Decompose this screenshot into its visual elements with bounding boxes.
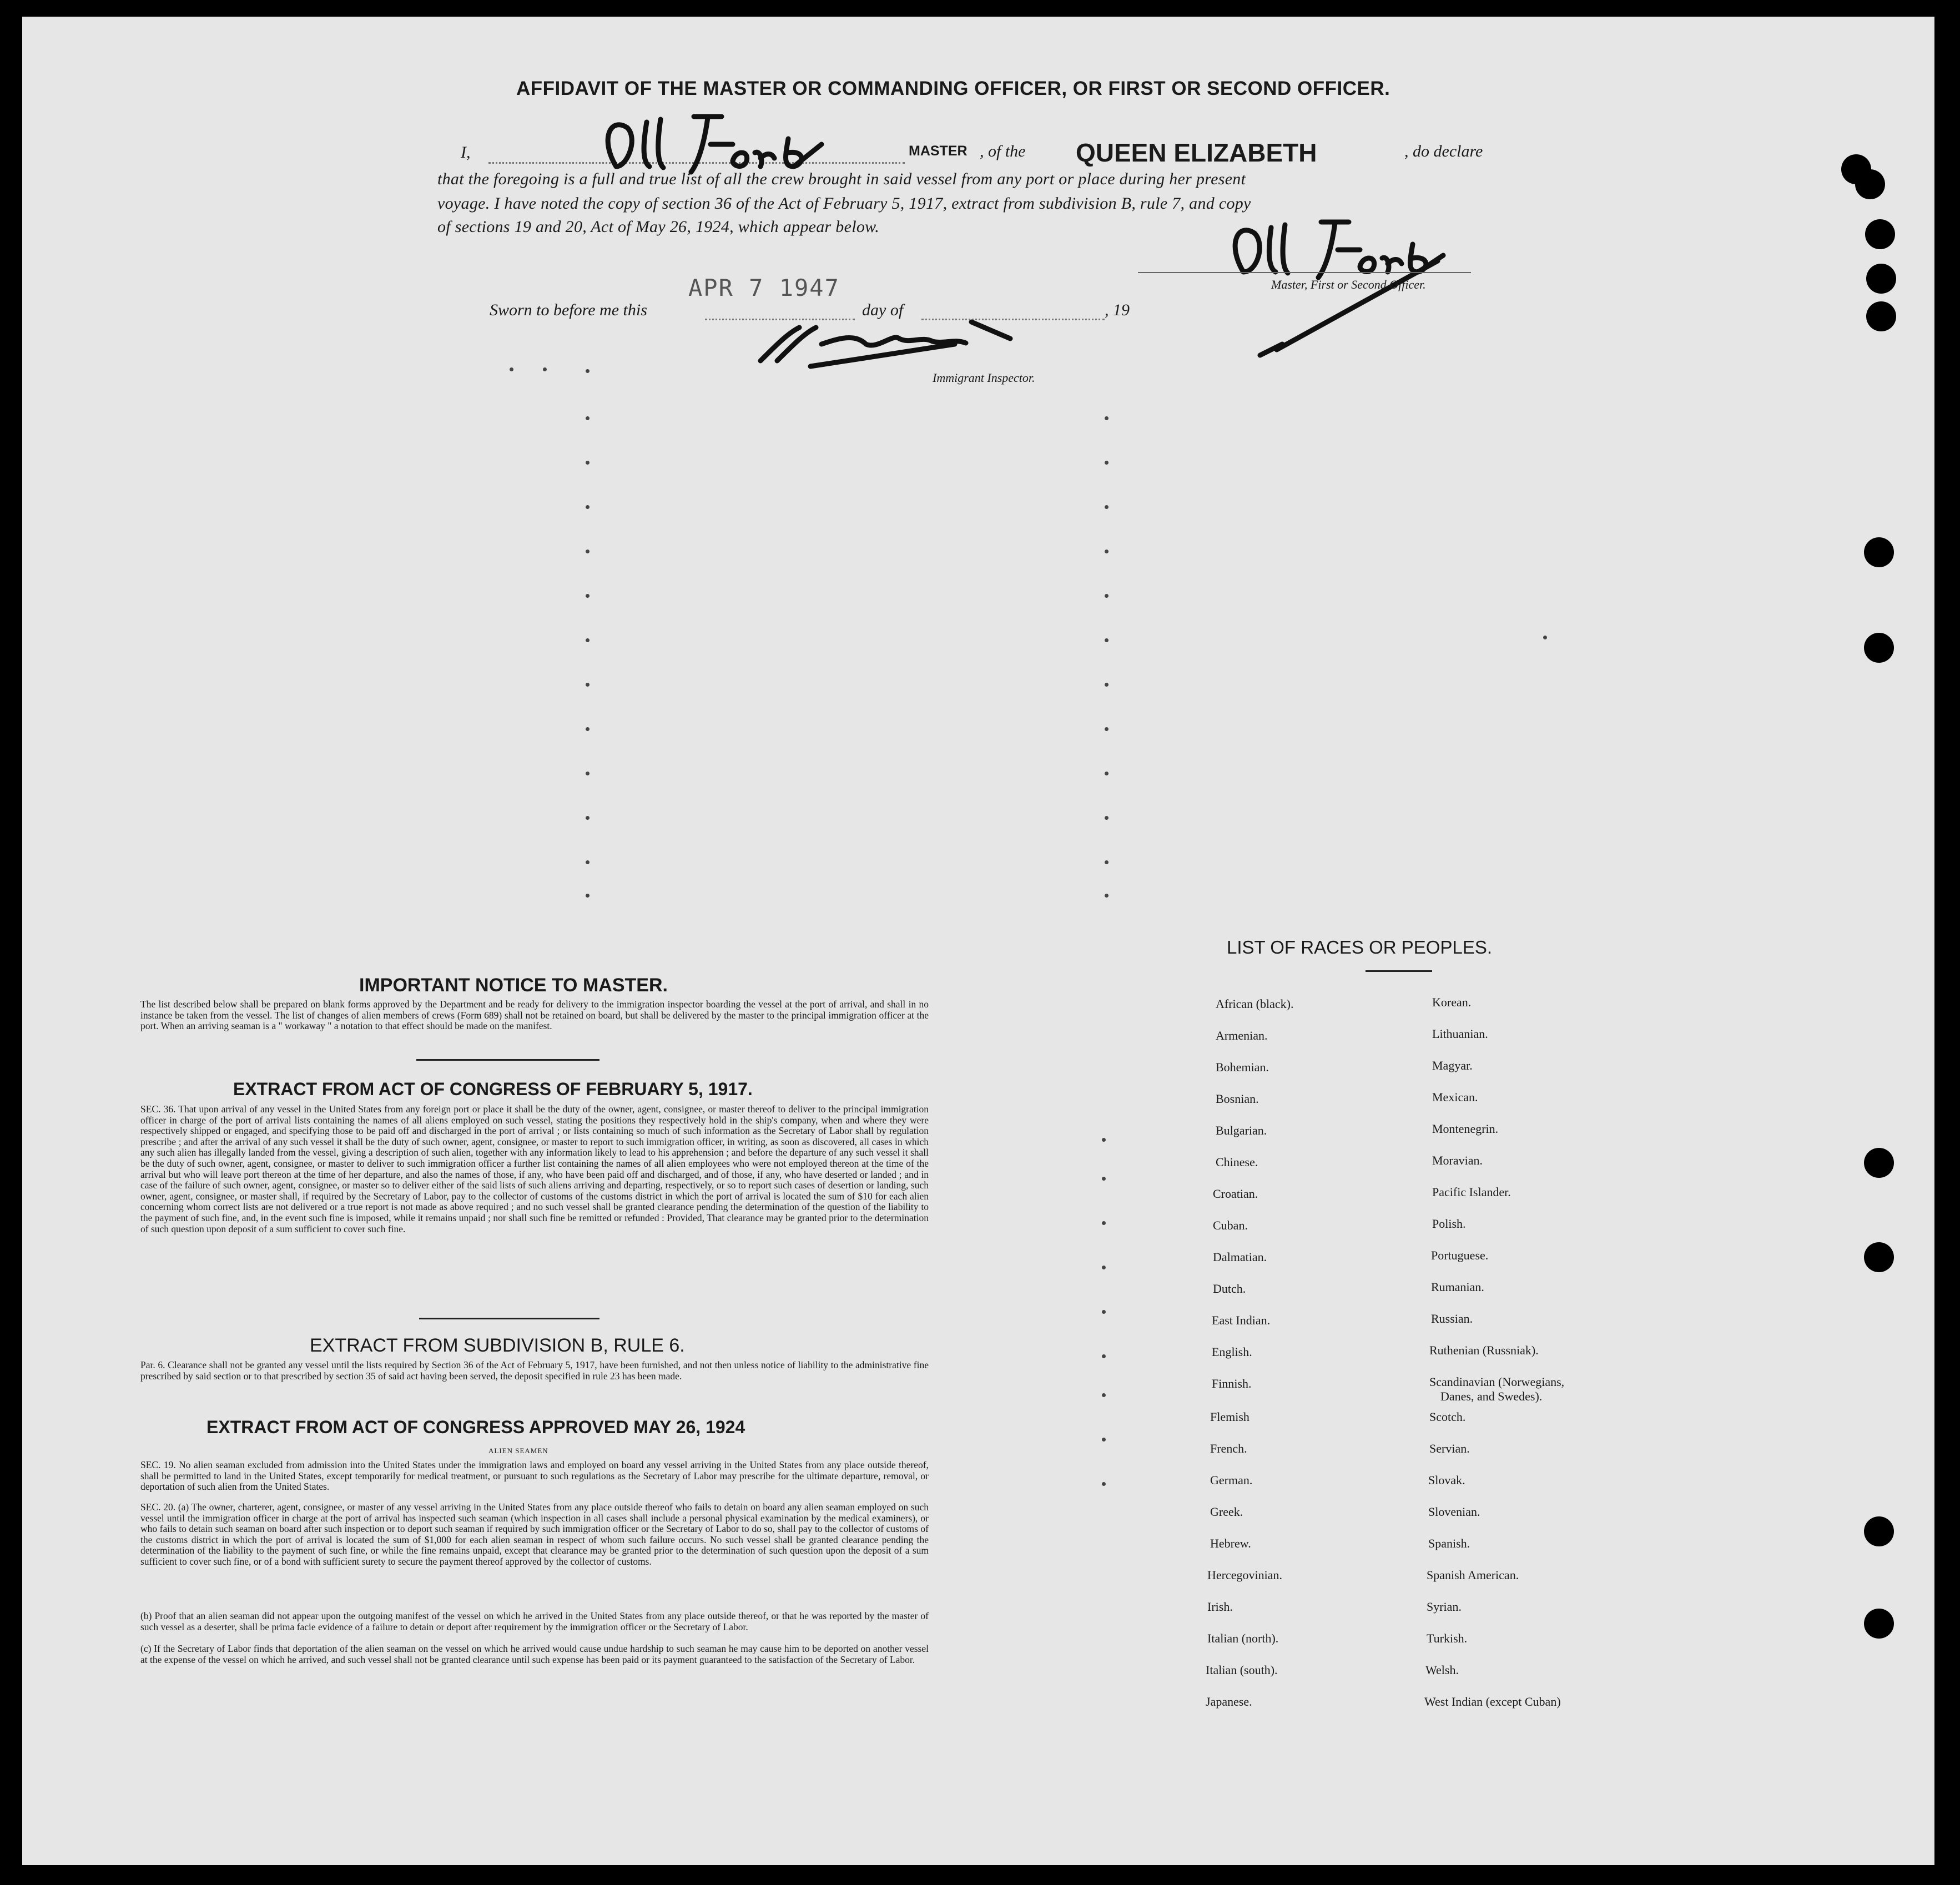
punch-hole bbox=[1855, 169, 1885, 199]
subdivision-b-text: Par. 6. Clearance shall not be granted any vessel until the lists required by Section 36 of the Act of February 5, 1917, have been furnished, and not then unless notice of liability to the administrative fine prescribed by said section or to that prescribed by section 35 of said act having been served, the deposit specified in rule 23 has been made. bbox=[140, 1359, 929, 1382]
race-item: Dalmatian. bbox=[1213, 1250, 1267, 1264]
bleed-dot bbox=[586, 772, 589, 775]
punch-hole bbox=[1864, 1148, 1894, 1178]
master-signature-line bbox=[1138, 272, 1471, 273]
race-item: Flemish bbox=[1210, 1410, 1249, 1424]
inspector-signature bbox=[755, 311, 1016, 372]
bleed-dot bbox=[1105, 461, 1109, 465]
bleed-dot bbox=[586, 550, 589, 553]
affidavit-line-4: of sections 19 and 20, Act of May 26, 1924, which appear below. bbox=[437, 218, 880, 236]
affidavit-line-2: that the foregoing is a full and true list of all the crew brought in said vessel from any port or place during her present bbox=[437, 170, 1246, 188]
race-item: Italian (south). bbox=[1206, 1663, 1278, 1677]
race-item: Slovak. bbox=[1428, 1473, 1465, 1487]
punch-hole bbox=[1864, 1242, 1894, 1272]
extract-1924-sec20b: (b) Proof that an alien seaman did not appear upon the outgoing manifest of the vessel on which he arrived in the United States from any place outside thereof, or that he was reported by the master of such vessel as a deserter, shall be prima facie evidence of a failure to detain or deport after requirement by the immigration officer or the Secretary of Labor. bbox=[140, 1610, 929, 1632]
bleed-dot bbox=[1105, 594, 1109, 598]
bleed-dot bbox=[1105, 505, 1109, 509]
extract-1924-subtitle: ALIEN SEAMEN bbox=[488, 1446, 548, 1455]
master-label: MASTER bbox=[909, 143, 968, 159]
race-item: Cuban. bbox=[1213, 1218, 1248, 1232]
race-item: Syrian. bbox=[1427, 1600, 1462, 1614]
race-item: Welsh. bbox=[1425, 1663, 1459, 1677]
bleed-dot bbox=[510, 367, 513, 371]
notice-title: IMPORTANT NOTICE TO MASTER. bbox=[359, 975, 668, 996]
master-signature-caption: Master, First or Second Officer. bbox=[1271, 278, 1426, 291]
affidavit-title: AFFIDAVIT OF THE MASTER OR COMMANDING OFFICER, OR FIRST OR SECOND OFFICER. bbox=[516, 78, 1390, 99]
bleed-dot bbox=[1102, 1138, 1106, 1142]
race-item: Pacific Islander. bbox=[1432, 1185, 1511, 1199]
of-the-label: , of the bbox=[980, 142, 1026, 160]
bleed-dot bbox=[1105, 772, 1109, 775]
subdivision-b-title: EXTRACT FROM SUBDIVISION B, RULE 6. bbox=[310, 1335, 685, 1356]
bleed-dot bbox=[1102, 1177, 1106, 1181]
race-item: Japanese. bbox=[1206, 1695, 1252, 1708]
race-item: Hercegovinian. bbox=[1207, 1568, 1282, 1582]
race-item: Scotch. bbox=[1429, 1410, 1466, 1424]
divider bbox=[416, 1059, 599, 1061]
year-prefix: , 19 bbox=[1105, 301, 1130, 319]
race-item: Moravian. bbox=[1432, 1153, 1483, 1167]
race-item: Servian. bbox=[1429, 1442, 1470, 1455]
punch-hole bbox=[1864, 1609, 1894, 1639]
extract-1924-sec20a: SEC. 20. (a) The owner, charterer, agent, consignee, or master of any vessel arriving in the United States from any place outside thereof who fails to detain on board any alien seaman employed on such vessel until the immigration officer in charge at the port of arrival has inspected such seaman (which inspection in all cases shall include a personal physical examination by the medical examiners), or who fails to detain such seaman on board after such inspection or to deport such seaman if required by such immigration officer or the Secretary of Labor to do so, shall pay to the collector of customs of the customs district in which the port of arrival is located the sum of $1,000 for each alien seaman in respect of whom such failure occurs. No such vessel shall be granted clearance pending the determination of the liability to the payment of such fine, or while the fine remains unpaid, except that clearance may be granted prior to the determination of such question upon the deposit of a sum sufficient to cover such fine, or of a bond with sufficient surety to secure the payment thereof approved by the collector of customs. bbox=[140, 1501, 929, 1567]
bleed-dot bbox=[1102, 1310, 1106, 1314]
race-item: Finnish. bbox=[1212, 1377, 1252, 1390]
race-item: Hebrew. bbox=[1210, 1536, 1251, 1550]
race-item: Armenian. bbox=[1216, 1029, 1268, 1042]
bleed-dot bbox=[1102, 1221, 1106, 1225]
document-page bbox=[22, 17, 1934, 1865]
bleed-dot bbox=[1102, 1438, 1106, 1442]
bleed-dot bbox=[1105, 860, 1109, 864]
race-item: Montenegrin. bbox=[1432, 1122, 1499, 1136]
bleed-dot bbox=[586, 638, 589, 642]
bleed-dot bbox=[586, 505, 589, 509]
extract-1917-text: SEC. 36. That upon arrival of any vessel in the United States from any foreign port or place it shall be the duty of the owner, agent, consignee, or master thereof to deliver to the principal immigration officer in charge of the port of arrival lists containing the names of all aliens employed on such vessel, stating the positions they respectively hold in the ship's company, when and where they were respectively shipped or engaged, and specifying those to be paid off and discharged in the port of arrival ; or lists containing so much of such information as the Secretary of Labor shall by regulation prescribe ; and after the arrival of any such vessel it shall be the duty of such owner, agent, consignee, or master to report to such immigration officer, in writing, as soon as discovered, all cases in which any such alien has illegally landed from the vessel, giving a description of such alien, together with any information likely to lead to his apprehension ; and before the departure of any such vessel it shall be the duty of such owner, agent, consignee, or master to deliver to such immigration officer a further list containing the names of all alien employees who were not employed thereon at the time of the arrival but who will leave port thereon at the time of her departure, and also the names of those, if any, who have been paid off and discharged, and of those, if any, who have deserted or landed ; and in case of the failure of such owner, agent, consignee, or master so to deliver either of the said lists of such aliens arriving and departing, respectively, or so to report such cases of desertion or landing, such owner, agent, consignee, or master shall, if required by the Secretary of Labor, pay to the collector of customs of the customs district in which the port of arrival is located the sum of $10 for each alien concerning whom correct lists are not delivered or a true report is not made as above required ; and no such vessel shall be granted clearance pending the determination of the question of the liability to the payment of such fine, and, in the event such fine is imposed, while it remains unpaid ; nor shall such fine be remitted or refunded : Provided, That clearance may be granted prior to the determination of such question upon deposit of a sum sufficient to cover such fine. bbox=[140, 1103, 929, 1234]
race-item: Polish. bbox=[1432, 1217, 1466, 1231]
affidavit-i-label: I, bbox=[461, 143, 471, 162]
extract-1917-title: EXTRACT FROM ACT OF CONGRESS OF FEBRUARY 5, 1917. bbox=[233, 1079, 753, 1099]
race-item: Chinese. bbox=[1216, 1155, 1258, 1169]
extract-1924-sec19: SEC. 19. No alien seaman excluded from admission into the United States under the immigration laws and employed on board any vessel arriving in the United States from any place outside thereof, shall be permitted to land in the United States, except temporarily for medical treatment, or pursuant to such regulations as the Secretary of Labor may prescribe for the ultimate departure, removal, or deportation of such alien from the United States. bbox=[140, 1459, 929, 1493]
bleed-dot bbox=[1105, 550, 1109, 553]
race-item: Slovenian. bbox=[1428, 1505, 1480, 1519]
punch-hole bbox=[1866, 264, 1896, 294]
race-item: Russian. bbox=[1431, 1312, 1473, 1325]
race-item: English. bbox=[1212, 1345, 1252, 1359]
races-title-underline bbox=[1366, 970, 1432, 972]
bleed-dot bbox=[1105, 638, 1109, 642]
bleed-dot bbox=[543, 367, 547, 371]
race-item: Mexican. bbox=[1432, 1090, 1478, 1104]
race-item: African (black). bbox=[1216, 997, 1294, 1011]
bleed-dot bbox=[586, 594, 589, 598]
bleed-dot bbox=[586, 416, 589, 420]
extract-1924-sec20c: (c) If the Secretary of Labor finds that deportation of the alien seaman on the vessel on which he arrived would cause undue hardship to such seaman he may cause him to be deported on another vessel at the expense of the vessel on which he arrived, and such vessel shall not be granted clearance until such expense has been paid or its payment guaranteed to the satisfaction of the Secretary of Labor. bbox=[140, 1643, 929, 1665]
punch-hole bbox=[1864, 537, 1894, 567]
sworn-label: Sworn to before me this bbox=[490, 301, 647, 319]
bleed-dot bbox=[1102, 1393, 1106, 1397]
race-item: Turkish. bbox=[1427, 1631, 1468, 1645]
bleed-dot bbox=[586, 816, 589, 820]
race-item: Magyar. bbox=[1432, 1059, 1473, 1072]
race-item: Bulgarian. bbox=[1216, 1123, 1267, 1137]
bleed-dot bbox=[1102, 1266, 1106, 1269]
race-item: Danes, and Swedes). bbox=[1440, 1389, 1543, 1403]
notice-text: The list described below shall be prepared on blank forms approved by the Department and be ready for delivery to the immigration inspector boarding the vessel at the port of arrival, and shall in no instance be taken from the vessel. The list of changes of alien members of crews (Form 689) shall not be retained on board, but shall be delivered by the master to the principal immigration officer at the port. When an arriving seaman is a " workaway " a notation to that effect should be made on the manifest. bbox=[140, 999, 929, 1032]
race-item: Irish. bbox=[1207, 1600, 1233, 1614]
bleed-dot bbox=[586, 860, 589, 864]
inspector-caption: Immigrant Inspector. bbox=[933, 371, 1035, 385]
race-item: Spanish. bbox=[1428, 1536, 1470, 1550]
race-item: French. bbox=[1210, 1442, 1247, 1455]
race-item: Ruthenian (Russniak). bbox=[1429, 1343, 1539, 1357]
do-declare-label: , do declare bbox=[1404, 142, 1483, 160]
bleed-dot bbox=[586, 894, 589, 898]
race-item: Lithuanian. bbox=[1432, 1027, 1488, 1041]
bleed-dot bbox=[1105, 894, 1109, 898]
race-item: Greek. bbox=[1210, 1505, 1243, 1519]
race-item: Spanish American. bbox=[1427, 1568, 1519, 1582]
bleed-dot bbox=[1105, 727, 1109, 731]
race-item: Italian (north). bbox=[1207, 1631, 1279, 1645]
race-item: Korean. bbox=[1432, 995, 1472, 1009]
extract-1924-title: EXTRACT FROM ACT OF CONGRESS APPROVED MAY 26, 1924 bbox=[206, 1417, 745, 1437]
punch-hole bbox=[1866, 301, 1896, 331]
day-of-label: day of bbox=[862, 301, 904, 319]
bleed-dot bbox=[1102, 1482, 1106, 1486]
bleed-dot bbox=[1105, 416, 1109, 420]
date-stamp: APR 7 1947 bbox=[688, 274, 840, 301]
race-item: Scandinavian (Norwegians, bbox=[1429, 1375, 1565, 1389]
races-title: LIST OF RACES OR PEOPLES. bbox=[1227, 937, 1493, 957]
bleed-dot bbox=[586, 727, 589, 731]
bleed-dot bbox=[1105, 816, 1109, 820]
race-item: Croatian. bbox=[1213, 1187, 1258, 1201]
race-item: German. bbox=[1210, 1473, 1253, 1487]
ship-name: QUEEN ELIZABETH bbox=[1076, 138, 1317, 167]
bleed-dot bbox=[586, 369, 589, 373]
race-item: Rumanian. bbox=[1431, 1280, 1484, 1294]
race-item: Dutch. bbox=[1213, 1282, 1246, 1296]
race-item: Bohemian. bbox=[1216, 1060, 1269, 1074]
affidavit-line-3: voyage. I have noted the copy of section 36 of the Act of February 5, 1917, extract from subdivision B, rule 7, and copy bbox=[437, 194, 1251, 213]
race-item: Bosnian. bbox=[1216, 1092, 1259, 1106]
punch-hole bbox=[1864, 1516, 1894, 1546]
race-item: Portuguese. bbox=[1431, 1248, 1489, 1262]
bleed-dot bbox=[1105, 683, 1109, 687]
punch-hole bbox=[1864, 633, 1894, 663]
bleed-dot bbox=[1102, 1354, 1106, 1358]
punch-hole bbox=[1865, 219, 1895, 249]
race-item: West Indian (except Cuban) bbox=[1424, 1695, 1561, 1708]
bleed-dot bbox=[1543, 636, 1547, 639]
divider bbox=[419, 1318, 599, 1319]
bleed-dot bbox=[586, 461, 589, 465]
bleed-dot bbox=[586, 683, 589, 687]
race-item: East Indian. bbox=[1212, 1313, 1271, 1327]
